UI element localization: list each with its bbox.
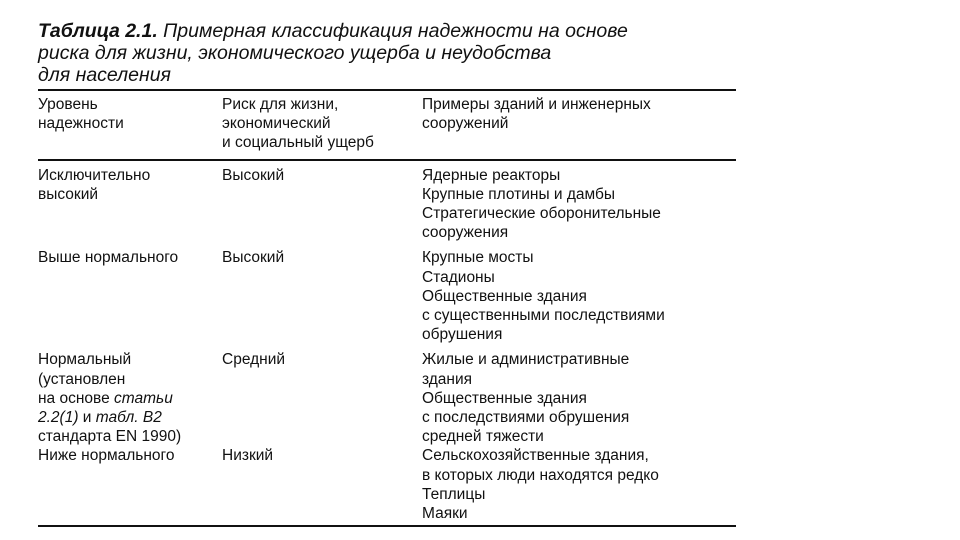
level-line: Нормальный: [38, 351, 132, 369]
risk-value: Средний: [222, 351, 286, 369]
example-line: Маяки: [422, 505, 468, 523]
cell-level: [38, 160, 222, 243]
cell-risk: [222, 344, 422, 446]
example-line: Крупные мосты: [422, 249, 534, 267]
caption-line-2: риска для жизни, экономического ущерба и неудобства: [38, 42, 552, 64]
table-body: [38, 160, 736, 527]
cell-risk: [222, 446, 422, 526]
example-line: сооружения: [422, 224, 509, 242]
table-row: [38, 344, 736, 446]
level-line: высокий: [38, 185, 99, 203]
cell-level: [38, 344, 222, 446]
example-line: с последствиями обрушения: [422, 409, 630, 427]
example-line: в которых люди находятся редко: [422, 466, 659, 484]
header-examples-line-2: сооружений: [422, 115, 509, 133]
level-text-italic: табл. В2: [95, 409, 162, 427]
example-line: Стадионы: [422, 268, 495, 286]
level-line: Исключительно: [38, 166, 151, 184]
header-level: [38, 90, 222, 160]
level-line: Выше нормального: [38, 249, 179, 267]
cell-examples: [422, 242, 736, 344]
header-level-line-2: надежности: [38, 115, 124, 133]
example-line: Стратегические оборонительные: [422, 205, 661, 223]
risk-value: Низкий: [222, 447, 274, 465]
level-line: стандарта EN 1990): [38, 428, 182, 446]
risk-value: Высокий: [222, 249, 285, 267]
header-risk-line-2: экономический: [222, 115, 331, 133]
cell-examples: [422, 160, 736, 243]
example-line: средней тяжести: [422, 428, 544, 446]
header-risk-line-3: и социальный ущерб: [222, 134, 374, 152]
level-text-italic: статьи: [114, 389, 173, 407]
header-risk-line-1: Риск для жизни,: [222, 96, 339, 113]
reliability-table: [38, 89, 736, 527]
example-line: здания: [422, 370, 473, 388]
table-row: [38, 160, 736, 243]
risk-value: Высокий: [222, 166, 285, 184]
table-number: Таблица 2.1.: [38, 20, 158, 42]
cell-risk: [222, 242, 422, 344]
example-line: Теплицы: [422, 485, 486, 503]
cell-level: [38, 446, 222, 526]
example-line: Ядерные реакторы: [422, 166, 561, 184]
level-line: (установлен: [38, 370, 126, 388]
header-examples: [422, 90, 736, 160]
header-level-line-1: Уровень: [38, 96, 98, 113]
table-header: [38, 90, 736, 160]
example-line: Жилые и административные: [422, 351, 630, 369]
level-text-italic: 2.2(1): [38, 409, 79, 427]
header-risk: [222, 90, 422, 160]
table-row: [38, 446, 736, 526]
example-line: Крупные плотины и дамбы: [422, 185, 616, 203]
example-line: Сельскохозяйственные здания,: [422, 447, 649, 465]
example-line: Общественные здания: [422, 287, 587, 305]
level-line: [38, 389, 222, 408]
document-page: [38, 20, 738, 527]
example-line: Общественные здания: [422, 389, 587, 407]
caption-line-3: для населения: [38, 64, 171, 86]
level-line: Ниже нормального: [38, 447, 175, 465]
example-line: с существенными последствиями: [422, 307, 665, 325]
example-line: обрушения: [422, 326, 503, 344]
level-text: и: [78, 409, 96, 427]
cell-level: [38, 242, 222, 344]
level-text: на основе: [38, 389, 115, 407]
cell-examples: [422, 344, 736, 446]
table-row: [38, 242, 736, 344]
table-caption: [38, 20, 738, 86]
level-line: [38, 408, 222, 427]
header-examples-line-1: Примеры зданий и инженерных: [422, 96, 651, 113]
cell-examples: [422, 446, 736, 526]
header-row: [38, 90, 736, 160]
cell-risk: [222, 160, 422, 243]
caption-line-1: Примерная классификация надежности на основе: [163, 20, 628, 42]
